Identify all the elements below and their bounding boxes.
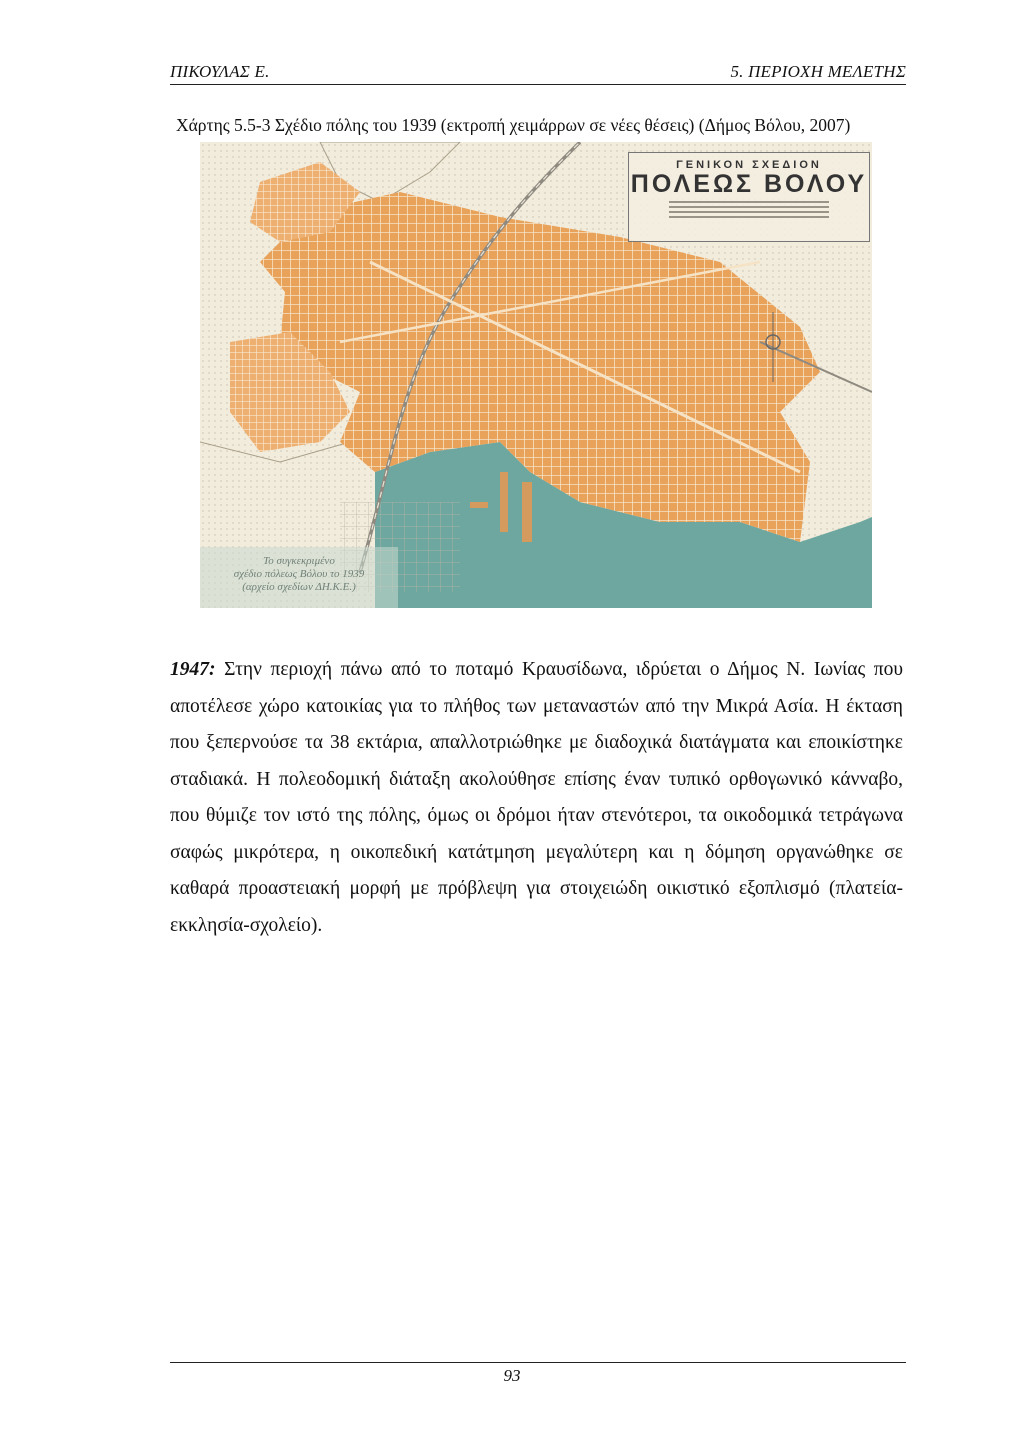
page-header bbox=[170, 58, 906, 85]
header-section: 5. ΠΕΡΙΟΧΗ ΜΕΛΕΤΗΣ bbox=[730, 62, 906, 81]
paragraph-year: 1947: bbox=[170, 659, 216, 680]
map-title-small: ΓΕΝΙΚΟΝ ΣΧΕΔΙΟΝ bbox=[676, 159, 822, 171]
inset-note-line: σχέδιο πόλεως Βόλου το 1939 bbox=[233, 568, 365, 580]
page-number: 93 bbox=[503, 1366, 521, 1385]
map-title-box bbox=[628, 152, 870, 242]
footer-rule bbox=[170, 1362, 906, 1363]
inset-note-line: (αρχείο σχεδίων ΔΗ.Κ.Ε.) bbox=[242, 581, 356, 593]
map-title-big: ΠΟΛΕΩΣ ΒΟΛΟΥ bbox=[630, 170, 868, 198]
map-legend-lines bbox=[669, 201, 829, 218]
paragraph-text: Στην περιοχή πάνω από το ποταμό Κραυσίδωνα, ιδρύεται ο Δήμος Ν. Ιωνίας που αποτέλεσε χώρο κατοικίας για το πλήθος των μεταναστών από την Μικρά Ασία. Η έκταση που ξεπερνούσε τα 38 εκτάρια, απαλλοτριώθηκε με διαδοχικά διατάγματα και εποικίστηκε σταδιακά. Η πολεοδομική διάταξη ακολούθησε επίσης έναν τυπικό ορθογωνικό κάνναβο, που θύμιζε τον ιστό της πόλης, όμως οι δρόμοι ήταν στενότεροι, τα οικοδομικά τετράγωνα σαφώς μικρότερα, η οικοπεδική κατάτμηση μεγαλύτερη και η δόμηση οργανώθηκε σε καθαρά προαστειακή μορφή με πρόβλεψη για στοιχειώδη οικιστικό εξοπλισμό (πλατεία- εκκλησία-σχολείο). bbox=[170, 659, 903, 936]
body-paragraph bbox=[170, 652, 903, 944]
city-plan-map bbox=[200, 142, 872, 608]
header-author: ΠΙΚΟΥΛΑΣ Ε. bbox=[170, 62, 270, 81]
figure-caption: Χάρτης 5.5-3 Σχέδιο πόλης του 1939 (εκτροπή χειμάρρων σε νέες θέσεις) (Δήμος Βόλου, 2007) bbox=[176, 115, 851, 135]
inset-note-line: Το συγκεκριμένο bbox=[263, 555, 335, 567]
map-inset-note bbox=[200, 547, 398, 608]
